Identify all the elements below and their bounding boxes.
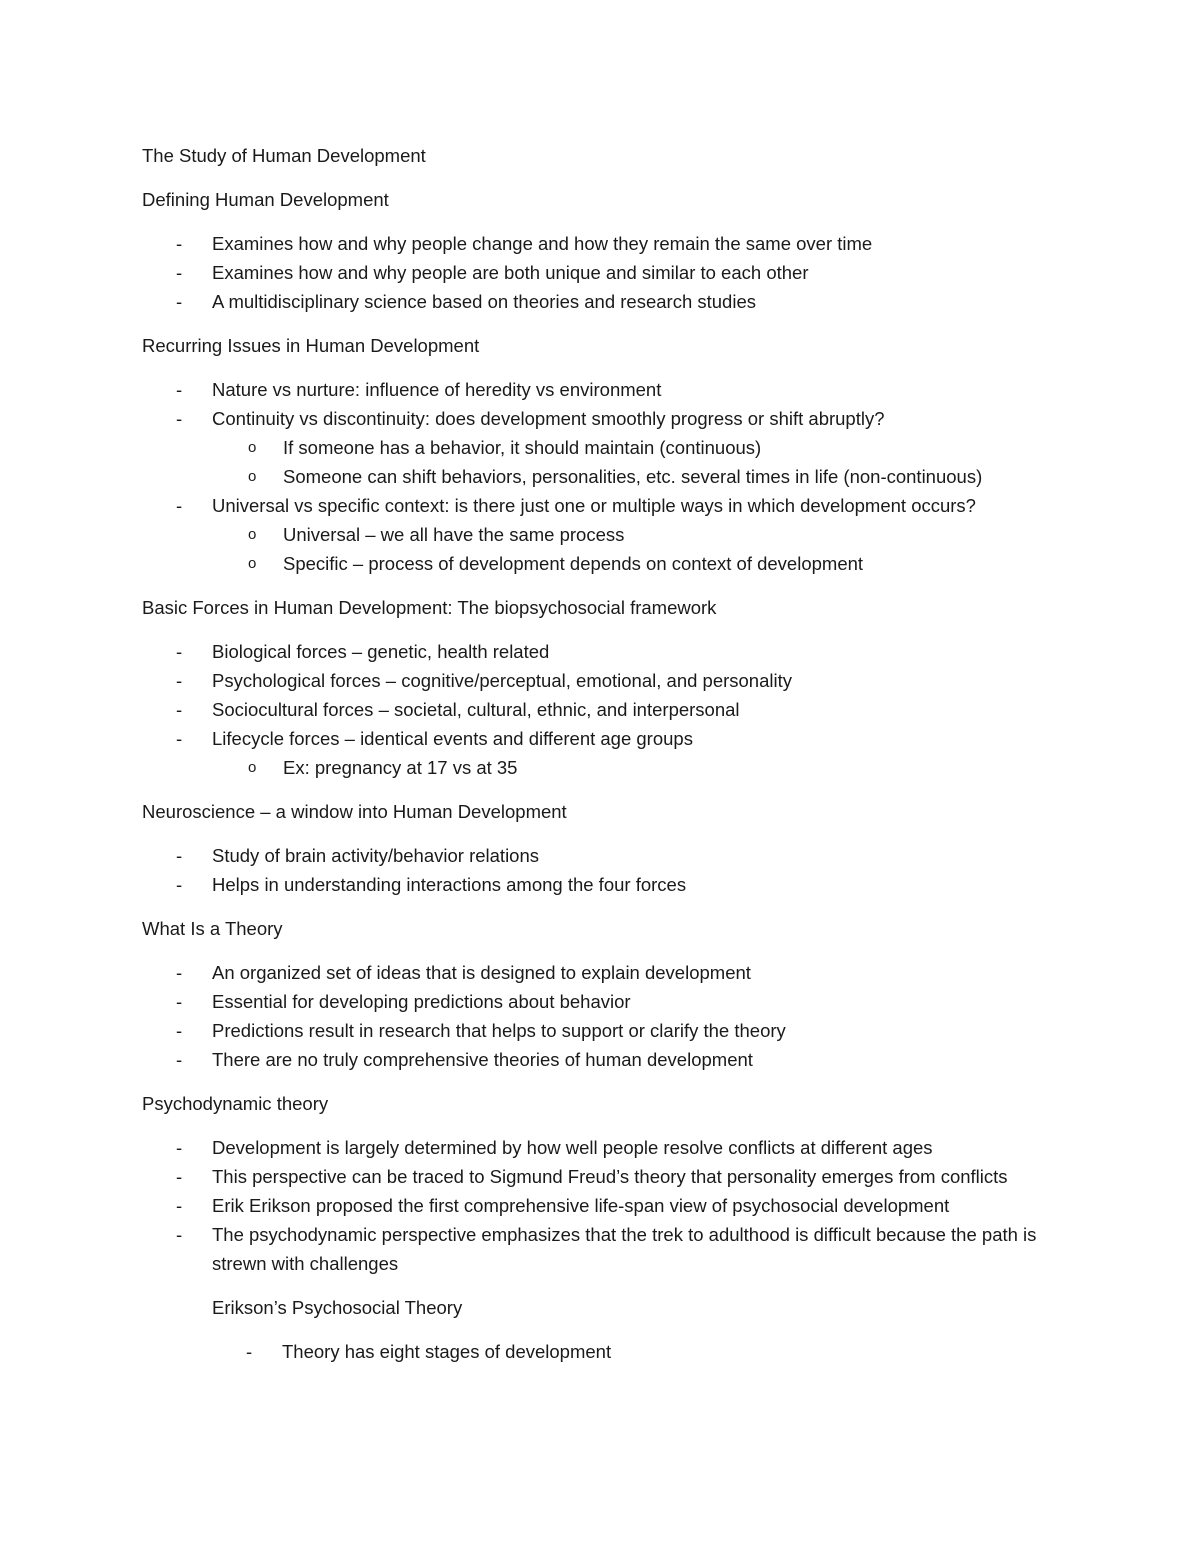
list-item-text: This perspective can be traced to Sigmund Freud’s theory that personality emerges from conflicts bbox=[212, 1166, 1008, 1187]
list-item-text: If someone has a behavior, it should maintain (continuous) bbox=[283, 437, 762, 458]
list-item-text: Examines how and why people change and how they remain the same over time bbox=[212, 233, 873, 254]
list-item-text: There are no truly comprehensive theories of human development bbox=[212, 1049, 753, 1070]
list-item bbox=[142, 724, 1042, 753]
list-item-text: Development is largely determined by how well people resolve conflicts at different ages bbox=[212, 1137, 933, 1158]
sub-list-item bbox=[142, 549, 1042, 578]
sub-list-item bbox=[142, 753, 1042, 782]
list-item bbox=[142, 841, 1042, 870]
list-item-text: Universal vs specific context: is there just one or multiple ways in which development occurs? bbox=[212, 495, 976, 516]
bullet-list bbox=[142, 637, 1042, 782]
section-heading: What Is a Theory bbox=[142, 918, 283, 939]
subsection bbox=[212, 1293, 1042, 1366]
circle-bullet-marker: o bbox=[248, 468, 257, 485]
section bbox=[142, 797, 1042, 899]
circle-bullet-marker: o bbox=[248, 555, 257, 572]
dash-bullet-marker: - bbox=[176, 699, 183, 720]
list-item bbox=[142, 958, 1042, 987]
circle-bullet-marker: o bbox=[248, 439, 257, 456]
list-item bbox=[142, 258, 1042, 287]
section-heading: Neuroscience – a window into Human Development bbox=[142, 801, 567, 822]
dash-bullet-marker: - bbox=[176, 1137, 183, 1158]
dash-bullet-marker: - bbox=[246, 1341, 253, 1362]
dash-bullet-marker: - bbox=[176, 408, 183, 429]
list-item-text: Ex: pregnancy at 17 vs at 35 bbox=[283, 757, 518, 778]
list-item-text: Examines how and why people are both unique and similar to each other bbox=[212, 262, 809, 283]
bullet-list bbox=[142, 229, 1042, 316]
bullet-list bbox=[142, 841, 1042, 899]
list-item bbox=[142, 637, 1042, 666]
circle-bullet-marker: o bbox=[248, 526, 257, 543]
list-item-text: Specific – process of development depends on context of development bbox=[283, 553, 864, 574]
list-item bbox=[212, 1337, 1042, 1366]
list-item-text: An organized set of ideas that is designed to explain development bbox=[212, 962, 751, 983]
dash-bullet-marker: - bbox=[176, 1020, 183, 1041]
list-item-text: Sociocultural forces – societal, cultural, ethnic, and interpersonal bbox=[212, 699, 740, 720]
bullet-list bbox=[142, 958, 1042, 1074]
circle-bullet-marker: o bbox=[248, 759, 257, 776]
list-item bbox=[142, 404, 1042, 433]
dash-bullet-marker: - bbox=[176, 670, 183, 691]
list-item bbox=[142, 375, 1042, 404]
dash-bullet-marker: - bbox=[176, 874, 183, 895]
sub-list-item bbox=[142, 462, 1042, 491]
list-item-text: Predictions result in research that helps to support or clarify the theory bbox=[212, 1020, 786, 1041]
section bbox=[142, 185, 1042, 316]
list-item bbox=[142, 1045, 1042, 1074]
list-item bbox=[142, 229, 1042, 258]
sub-list-item bbox=[142, 433, 1042, 462]
list-item-text: Study of brain activity/behavior relations bbox=[212, 845, 540, 866]
list-item bbox=[142, 987, 1042, 1016]
subsection-heading: Erikson’s Psychosocial Theory bbox=[212, 1297, 463, 1318]
list-item-text: Lifecycle forces – identical events and different age groups bbox=[212, 728, 693, 749]
list-item-text: Theory has eight stages of development bbox=[282, 1341, 612, 1362]
bullet-list bbox=[142, 375, 1042, 578]
section-heading: Recurring Issues in Human Development bbox=[142, 335, 480, 356]
dash-bullet-marker: - bbox=[176, 1224, 183, 1245]
document-title: The Study of Human Development bbox=[142, 145, 426, 166]
list-item-text: Nature vs nurture: influence of heredity vs environment bbox=[212, 379, 662, 400]
list-item-text: Helps in understanding interactions among the four forces bbox=[212, 874, 687, 895]
bullet-list bbox=[212, 1337, 1042, 1366]
list-item-text: Erik Erikson proposed the first comprehensive life-span view of psychosocial development bbox=[212, 1195, 950, 1216]
dash-bullet-marker: - bbox=[176, 845, 183, 866]
section-heading: Psychodynamic theory bbox=[142, 1093, 329, 1114]
dash-bullet-marker: - bbox=[176, 728, 183, 749]
list-item bbox=[142, 666, 1042, 695]
list-item bbox=[142, 287, 1042, 316]
list-item bbox=[142, 1220, 1042, 1278]
list-item bbox=[142, 1162, 1042, 1191]
section bbox=[142, 914, 1042, 1074]
list-item bbox=[142, 695, 1042, 724]
dash-bullet-marker: - bbox=[176, 1166, 183, 1187]
list-item-text: Universal – we all have the same process bbox=[283, 524, 625, 545]
list-item bbox=[142, 491, 1042, 520]
list-item bbox=[142, 1016, 1042, 1045]
dash-bullet-marker: - bbox=[176, 641, 183, 662]
dash-bullet-marker: - bbox=[176, 1049, 183, 1070]
section-list bbox=[142, 185, 1042, 1366]
dash-bullet-marker: - bbox=[176, 495, 183, 516]
list-item-text: Essential for developing predictions about behavior bbox=[212, 991, 631, 1012]
list-item-text: Psychological forces – cognitive/perceptual, emotional, and personality bbox=[212, 670, 792, 691]
list-item-text: Someone can shift behaviors, personalities, etc. several times in life (non-continuous) bbox=[283, 466, 983, 487]
section bbox=[142, 1089, 1042, 1366]
list-item-text: Continuity vs discontinuity: does development smoothly progress or shift abruptly? bbox=[212, 408, 885, 429]
list-item bbox=[142, 1191, 1042, 1220]
dash-bullet-marker: - bbox=[176, 233, 183, 254]
list-item bbox=[142, 870, 1042, 899]
bullet-list bbox=[142, 1133, 1042, 1278]
document-body bbox=[142, 141, 1042, 1366]
dash-bullet-marker: - bbox=[176, 291, 183, 312]
list-item-text: A multidisciplinary science based on theories and research studies bbox=[212, 291, 756, 312]
dash-bullet-marker: - bbox=[176, 379, 183, 400]
section bbox=[142, 331, 1042, 578]
dash-bullet-marker: - bbox=[176, 1195, 183, 1216]
list-item bbox=[142, 1133, 1042, 1162]
dash-bullet-marker: - bbox=[176, 962, 183, 983]
dash-bullet-marker: - bbox=[176, 262, 183, 283]
sub-list-item bbox=[142, 520, 1042, 549]
section-heading: Defining Human Development bbox=[142, 189, 389, 210]
dash-bullet-marker: - bbox=[176, 991, 183, 1012]
section bbox=[142, 593, 1042, 782]
list-item-text: The psychodynamic perspective emphasizes that the trek to adulthood is difficult because the path is strewn with challenges bbox=[212, 1224, 1037, 1274]
list-item-text: Biological forces – genetic, health related bbox=[212, 641, 550, 662]
section-heading: Basic Forces in Human Development: The biopsychosocial framework bbox=[142, 597, 717, 618]
